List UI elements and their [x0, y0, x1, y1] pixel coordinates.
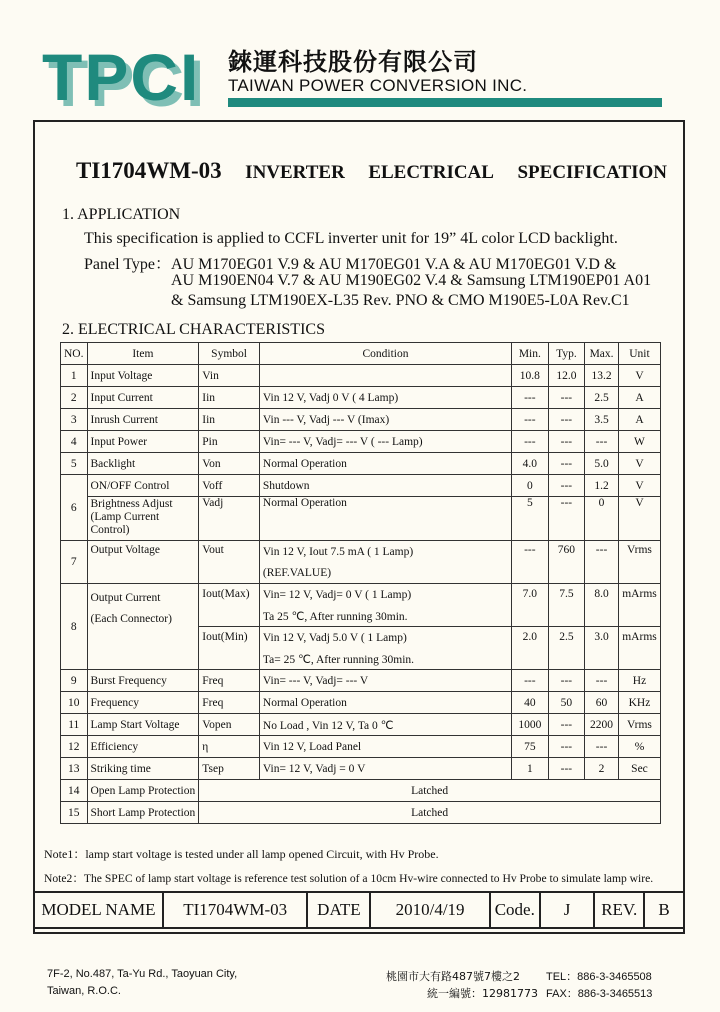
cell-item: Open Lamp Protection [87, 780, 199, 802]
item-line: Control) [90, 524, 130, 536]
cell-typ: --- [548, 387, 584, 409]
cell-symbol: Iin [199, 387, 260, 409]
cell-typ: 12.0 [548, 365, 584, 387]
cell-unit: mArms [618, 584, 660, 627]
rev-value: B [644, 892, 684, 928]
cell-typ: --- [548, 714, 584, 736]
cell-condition: Ta 25 ℃, After running 30min. [259, 605, 511, 627]
cell-symbol: Vin [199, 365, 260, 387]
cell-unit: Sec [618, 758, 660, 780]
table-row [61, 780, 661, 802]
footer-address-line-2: Taiwan, R.O.C. [47, 985, 121, 997]
electrical-characteristics-table [60, 342, 661, 824]
table-row [61, 692, 661, 714]
cell-no: 7 [61, 541, 88, 584]
header-typ: Typ. [548, 343, 584, 365]
cell-symbol: Iout(Min) [199, 627, 260, 670]
cell-min: 1000 [512, 714, 549, 736]
cell-condition: Ta= 25 ℃, After running 30min. [259, 648, 511, 670]
title-word-electrical: ELECTRICAL [368, 162, 494, 183]
cell-min: 10.8 [512, 365, 549, 387]
cell-min: 75 [512, 736, 549, 758]
cell-no: 10 [61, 692, 88, 714]
model-name-label: MODEL NAME [34, 892, 163, 928]
table-row [61, 736, 661, 758]
cell-item: Output Voltage [87, 541, 199, 584]
item-line: Brightness Adjust [90, 498, 173, 510]
cell-typ: 760 [548, 541, 584, 584]
cell-symbol: Iout(Max) [199, 584, 260, 627]
cell-symbol: Vadj [199, 497, 260, 541]
cell-unit: Vrms [618, 714, 660, 736]
cell-unit: Hz [618, 670, 660, 692]
cell-max: 2.5 [585, 387, 619, 409]
note-2: Note2：The SPEC of lamp start voltage is reference test solution of a 10cm Hv-wire connected to Hv Probe to simulate lamp wire. [44, 872, 654, 885]
cell-condition: No Load , Vin 12 V, Ta 0 ℃ [259, 714, 511, 736]
application-line-1: This specification is applied to CCFL inverter unit for 19” 4L color LCD backlight. [84, 230, 618, 247]
cell-typ: 7.5 [548, 584, 584, 627]
cell-min: --- [512, 387, 549, 409]
cell-min: 0 [512, 475, 549, 497]
cell-typ: --- [548, 453, 584, 475]
cell-no: 11 [61, 714, 88, 736]
cell-no: 1 [61, 365, 88, 387]
document-title [76, 158, 667, 184]
header-min: Min. [512, 343, 549, 365]
cell-max: 1.2 [585, 475, 619, 497]
cell-typ: --- [548, 758, 584, 780]
cell-unit: mArms [618, 627, 660, 670]
cell-typ: 50 [548, 692, 584, 714]
cell-no: 4 [61, 431, 88, 453]
cell-condition: Vin 12 V, Vadj 0 V ( 4 Lamp) [259, 387, 511, 409]
cell-no: 5 [61, 453, 88, 475]
footer-cn-address: 桃園市大有路487號7樓之2 [386, 970, 520, 983]
cell-item [87, 497, 199, 541]
cell-no: 8 [61, 584, 88, 670]
cell-item: Frequency [87, 692, 199, 714]
cell-symbol: Vout [199, 541, 260, 584]
cell-min: 1 [512, 758, 549, 780]
cell-item: Backlight [87, 453, 199, 475]
cell-no: 3 [61, 409, 88, 431]
cell-max: 2200 [585, 714, 619, 736]
cell-typ: --- [548, 497, 584, 541]
footer-fax: FAX：886-3-3465513 [546, 988, 653, 1000]
cell-symbol: Tsep [199, 758, 260, 780]
cell-condition: Vin --- V, Vadj --- V (Imax) [259, 409, 511, 431]
cell-min: 5 [512, 497, 549, 541]
cell-condition: Vin= --- V, Vadj= --- V [259, 670, 511, 692]
cell-typ: --- [548, 736, 584, 758]
cell-symbol: Von [199, 453, 260, 475]
cell-max: 5.0 [585, 453, 619, 475]
footer-tax-id: 統一編號：12981773 [427, 987, 538, 1000]
cell-min: --- [512, 409, 549, 431]
cell-condition: Normal Operation [259, 692, 511, 714]
cell-condition: Vin 12 V, Load Panel [259, 736, 511, 758]
table-row [61, 453, 661, 475]
cell-no: 9 [61, 670, 88, 692]
header-item: Item [87, 343, 199, 365]
cell-condition: Vin 12 V, Vadj 5.0 V ( 1 Lamp) [259, 627, 511, 649]
cell-item: Input Power [87, 431, 199, 453]
header-rule [228, 98, 662, 107]
cell-condition: (REF.VALUE) [259, 562, 511, 584]
application-line-3: AU M190EN04 V.7 & AU M190EG02 V.4 & Samsung LTM190EP01 A01 [171, 272, 652, 289]
table-row [61, 758, 661, 780]
cell-unit: W [618, 431, 660, 453]
footer-tel: TEL：886-3-3465508 [546, 971, 652, 983]
table-row [61, 584, 661, 606]
cell-unit: V [618, 453, 660, 475]
electrical-heading: 2. ELECTRICAL CHARACTERISTICS [62, 321, 325, 338]
header-unit: Unit [618, 343, 660, 365]
cell-item: Lamp Start Voltage [87, 714, 199, 736]
cell-typ: --- [548, 670, 584, 692]
cell-unit: A [618, 387, 660, 409]
cell-symbol: Iin [199, 409, 260, 431]
cell-condition: Vin 12 V, Iout 7.5 mA ( 1 Lamp) [259, 541, 511, 563]
table-header-row [61, 343, 661, 365]
cell-typ: --- [548, 431, 584, 453]
cell-max: --- [585, 670, 619, 692]
cell-item: Short Lamp Protection [87, 802, 199, 824]
cell-condition: Vin= --- V, Vadj= --- V ( --- Lamp) [259, 431, 511, 453]
item-line: (Each Connector) [90, 613, 172, 625]
table-row [61, 365, 661, 387]
header-no: NO. [61, 343, 88, 365]
item-line: (Lamp Current [90, 511, 160, 523]
cell-item: Efficiency [87, 736, 199, 758]
cell-min: --- [512, 670, 549, 692]
code-value: J [540, 892, 595, 928]
cell-typ: 2.5 [548, 627, 584, 670]
title-word-specification: SPECIFICATION [517, 162, 668, 183]
header-condition: Condition [259, 343, 511, 365]
table-row [61, 541, 661, 563]
cell-unit: KHz [618, 692, 660, 714]
cell-min: 2.0 [512, 627, 549, 670]
header-symbol: Symbol [199, 343, 260, 365]
application-heading: 1. APPLICATION [62, 206, 181, 223]
cell-item: Burst Frequency [87, 670, 199, 692]
cell-item: ON/OFF Control [87, 475, 199, 497]
cell-condition: Vin= 12 V, Vadj = 0 V [259, 758, 511, 780]
cell-unit: V [618, 475, 660, 497]
cell-max: 8.0 [585, 584, 619, 627]
cell-max: 2 [585, 758, 619, 780]
cell-unit: Vrms [618, 541, 660, 584]
company-name-english: TAIWAN POWER CONVERSION INC. [228, 76, 528, 95]
footer-address-line-1: 7F-2, No.487, Ta-Yu Rd., Taoyuan City, [47, 968, 238, 980]
application-line-2: Panel Type：AU M170EG01 V.9 & AU M170EG01 V.A & AU M170EG01 V.D & [84, 256, 617, 273]
application-line-4: & Samsung LTM190EX-L35 Rev. PNO & CMO M190E5-L0A Rev.C1 [171, 292, 630, 309]
table-row [61, 431, 661, 453]
title-model: TI1704WM-03 [76, 158, 222, 183]
cell-condition [259, 365, 511, 387]
cell-min: 4.0 [512, 453, 549, 475]
cell-symbol: Pin [199, 431, 260, 453]
cell-no: 2 [61, 387, 88, 409]
model-name-value: TI1704WM-03 [163, 892, 308, 928]
cell-item [87, 584, 199, 670]
cell-unit: A [618, 409, 660, 431]
cell-no: 13 [61, 758, 88, 780]
date-value: 2010/4/19 [370, 892, 489, 928]
cell-unit: V [618, 365, 660, 387]
cell-min: 7.0 [512, 584, 549, 627]
table-row [61, 802, 661, 824]
rev-label: REV. [594, 892, 644, 928]
cell-max: 0 [585, 497, 619, 541]
cell-symbol: Vopen [199, 714, 260, 736]
note-1: Note1：lamp start voltage is tested under all lamp opened Circuit, with Hv Probe. [44, 847, 439, 861]
cell-symbol: Freq [199, 670, 260, 692]
cell-condition: Shutdown [259, 475, 511, 497]
company-logo: TPCI [42, 40, 201, 114]
cell-condition: Normal Operation [259, 453, 511, 475]
cell-condition: Normal Operation [259, 497, 511, 541]
cell-condition: Vin= 12 V, Vadj= 0 V ( 1 Lamp) [259, 584, 511, 606]
cell-max: 3.0 [585, 627, 619, 670]
cell-max: --- [585, 431, 619, 453]
cell-symbol: Freq [199, 692, 260, 714]
cell-min: 40 [512, 692, 549, 714]
cell-typ: --- [548, 475, 584, 497]
cell-min: --- [512, 541, 549, 584]
cell-value: Latched [199, 780, 661, 802]
cell-no: 12 [61, 736, 88, 758]
title-word-inverter: INVERTER [245, 162, 345, 183]
cell-item: Input Voltage [87, 365, 199, 387]
table-row [61, 714, 661, 736]
cell-value: Latched [199, 802, 661, 824]
cell-min: --- [512, 431, 549, 453]
cell-max: 60 [585, 692, 619, 714]
company-name-chinese: 錸運科技股份有限公司 [228, 48, 478, 76]
cell-unit: % [618, 736, 660, 758]
cell-no: 15 [61, 802, 88, 824]
cell-item: Inrush Current [87, 409, 199, 431]
cell-symbol: Voff [199, 475, 260, 497]
code-label: Code. [490, 892, 540, 928]
cell-no: 14 [61, 780, 88, 802]
model-info-bar [33, 891, 685, 929]
table-row [61, 409, 661, 431]
header-max: Max. [585, 343, 619, 365]
cell-max: 3.5 [585, 409, 619, 431]
cell-no: 6 [61, 475, 88, 541]
cell-max: --- [585, 541, 619, 584]
cell-unit: V [618, 497, 660, 541]
cell-max: 13.2 [585, 365, 619, 387]
table-row [61, 497, 661, 541]
table-row [61, 475, 661, 497]
table-row [61, 670, 661, 692]
cell-symbol: η [199, 736, 260, 758]
date-label: DATE [307, 892, 370, 928]
cell-item: Input Current [87, 387, 199, 409]
item-line: Output Current [90, 592, 161, 604]
cell-max: --- [585, 736, 619, 758]
cell-item: Striking time [87, 758, 199, 780]
cell-typ: --- [548, 409, 584, 431]
table-row [61, 387, 661, 409]
